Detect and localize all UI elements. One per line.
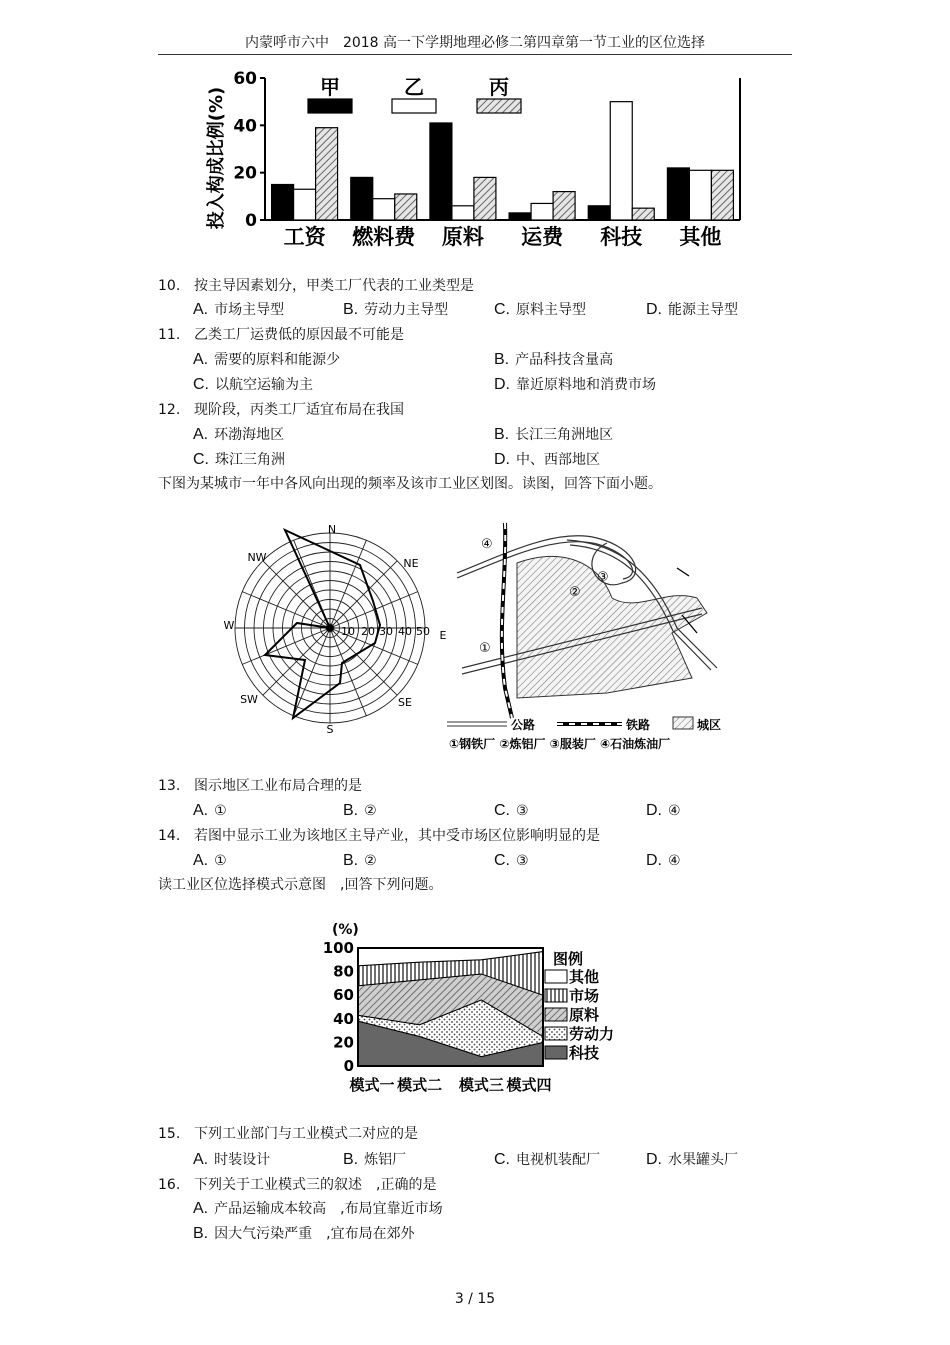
question-number: 10. xyxy=(158,278,181,294)
dir-s: S xyxy=(326,723,334,736)
bar-甲-科技 xyxy=(588,206,610,220)
marker-1: ① xyxy=(479,641,491,656)
legend-swatch-原料 xyxy=(545,1008,567,1021)
q15-option-c[interactable]: C. 电视机装配厂 xyxy=(494,1151,600,1168)
legend-swatch-市场 xyxy=(545,989,567,1002)
map-legend xyxy=(447,717,721,751)
bar-乙-原料 xyxy=(452,206,474,220)
q11-option-a[interactable]: A. 需要的原料和能源少 xyxy=(193,351,341,368)
scale-10: 10 xyxy=(341,625,355,638)
legend-label-科技: 科技 xyxy=(569,1044,600,1062)
q13-option-a[interactable]: A. ① xyxy=(193,802,227,819)
investment-bar-chart xyxy=(200,68,760,253)
bar-丙-运费 xyxy=(553,192,575,220)
q10-option-d[interactable]: D. 能源主导型 xyxy=(646,301,738,318)
q15-option-d[interactable]: D. 水果罐头厂 xyxy=(646,1151,738,1168)
legend-label-原料: 原料 xyxy=(569,1006,600,1024)
question-12: 12. 现阶段，丙类工厂适宜布局在我国 xyxy=(158,402,404,418)
industrial-mode-area-chart xyxy=(318,918,628,1098)
scale-30: 30 xyxy=(379,625,393,638)
legend-swatch-丙 xyxy=(477,99,521,113)
category-label: 模式三 xyxy=(458,1076,504,1094)
legend-label-其他: 其他 xyxy=(569,968,600,986)
legend-swatch-乙 xyxy=(392,99,436,113)
scale-50: 50 xyxy=(416,625,430,638)
q15-option-b[interactable]: B. 炼铝厂 xyxy=(343,1151,407,1168)
category-label: 燃料费 xyxy=(352,225,416,249)
dir-w: W xyxy=(223,619,235,632)
category-label: 原料 xyxy=(441,225,484,249)
bar-乙-燃料费 xyxy=(373,199,395,220)
scale-40: 40 xyxy=(398,625,412,638)
question-15: 15. 下列工业部门与工业模式二对应的是 xyxy=(158,1126,418,1142)
question-13: 13. 图示地区工业布局合理的是 xyxy=(158,778,362,794)
y-tick-label: 100 xyxy=(322,939,354,957)
legend-label-劳动力: 劳动力 xyxy=(569,1025,615,1043)
dir-ne: NE xyxy=(403,557,419,570)
q10-option-c[interactable]: C. 原料主导型 xyxy=(494,301,586,318)
q13-option-c[interactable]: C. ③ xyxy=(494,802,529,819)
bar-甲-工资 xyxy=(272,185,294,221)
question-10 xyxy=(158,276,474,296)
legend-label-乙: 乙 xyxy=(404,75,424,99)
y-tick-label: 60 xyxy=(333,986,354,1005)
page-number: 3 / 15 xyxy=(454,1291,496,1307)
intro-mode-chart: 读工业区位选择模式示意图 ,回答下列问题。 xyxy=(158,877,443,893)
legend-city: 城区 xyxy=(697,718,722,732)
intro-wind-map: 下图为某城市一年中各风向出现的频率及该市工业区划图。读图，回答下面小题。 xyxy=(158,476,662,492)
wind-rose-diagram xyxy=(215,515,455,750)
legend-swatch-其他 xyxy=(545,970,567,983)
bar-丙-工资 xyxy=(316,128,338,220)
legend-label-丙: 丙 xyxy=(489,75,509,99)
bar-甲-燃料费 xyxy=(351,177,373,220)
q10-option-b[interactable]: B. 劳动力主导型 xyxy=(343,301,449,318)
q14-option-d[interactable]: D. ④ xyxy=(646,852,681,869)
category-label: 运费 xyxy=(521,225,564,249)
category-label: 其他 xyxy=(679,225,722,249)
q12-option-c[interactable]: C. 珠江三角洲 xyxy=(193,451,285,468)
legend-swatch-劳动力 xyxy=(545,1027,567,1040)
legend-factories: ①钢铁厂 ②炼铝厂 ③服装厂 ④石油炼油厂 xyxy=(449,737,671,751)
q12-option-a[interactable]: A. 环渤海地区 xyxy=(193,426,285,443)
question-16: 16. 下列关于工业模式三的叙述 ,正确的是 xyxy=(158,1177,437,1193)
legend-swatch-科技 xyxy=(545,1046,567,1059)
bar-丙-科技 xyxy=(632,208,654,220)
q10-option-a[interactable]: A. 市场主导型 xyxy=(193,301,285,318)
q16-option-a[interactable]: A. 产品运输成本较高 ,布局宜靠近市场 xyxy=(193,1200,443,1217)
question-11: 11. 乙类工厂运费低的原因最不可能是 xyxy=(158,327,404,343)
question-14: 14. 若图中显示工业为该地区主导产业，其中受市场区位影响明显的是 xyxy=(158,828,600,844)
y-tick-label: 80 xyxy=(333,962,354,981)
question-text: 按主导因素划分，甲类工厂代表的工业类型是 xyxy=(194,278,474,294)
y-axis-label: 投入构成比例(%) xyxy=(206,86,227,230)
q15-option-a[interactable]: A. 时装设计 xyxy=(193,1151,271,1168)
legend-swatch-甲 xyxy=(308,99,352,113)
bar-乙-工资 xyxy=(294,189,316,220)
q12-option-d[interactable]: D. 中、西部地区 xyxy=(494,451,600,468)
bar-甲-其他 xyxy=(667,168,689,220)
y-tick-label: 0 xyxy=(343,1057,354,1075)
category-label: 工资 xyxy=(283,225,326,249)
legend-label-甲: 甲 xyxy=(320,75,340,99)
dir-sw: SW xyxy=(240,693,258,706)
bar-甲-运费 xyxy=(509,213,531,220)
railway xyxy=(502,523,512,718)
q12-option-b[interactable]: B. 长江三角洲地区 xyxy=(494,426,614,443)
y-tick-label: 60 xyxy=(233,69,257,89)
y-tick-label: 20 xyxy=(333,1033,354,1052)
category-label: 模式四 xyxy=(506,1076,552,1094)
y-unit-label: (%) xyxy=(332,922,359,938)
bar-甲-原料 xyxy=(430,123,452,220)
legend-rail: 铁路 xyxy=(626,718,651,732)
q11-option-d[interactable]: D. 靠近原料地和消费市场 xyxy=(494,376,656,393)
q14-option-c[interactable]: C. ③ xyxy=(494,852,529,869)
industrial-zone-map xyxy=(447,518,737,753)
marker-3: ③ xyxy=(597,570,609,585)
dir-n: N xyxy=(327,523,337,536)
q13-option-b[interactable]: B. ② xyxy=(343,802,377,819)
marker-4: ④ xyxy=(481,537,493,552)
bar-丙-燃料费 xyxy=(395,194,417,220)
category-label: 模式二 xyxy=(397,1076,443,1094)
city-area xyxy=(517,556,707,698)
scale-20: 20 xyxy=(361,625,375,638)
bar-丙-其他 xyxy=(711,170,733,220)
page-header: 内蒙呼市六中 2018 高一下学期地理必修二第四章第一节工业的区位选择 xyxy=(158,32,792,55)
y-tick-label: 20 xyxy=(233,163,257,184)
bar-乙-其他 xyxy=(689,170,711,220)
q13-option-d[interactable]: D. ④ xyxy=(646,802,681,819)
dir-e: E xyxy=(439,629,447,642)
category-label: 模式一 xyxy=(349,1076,395,1094)
legend-title: 图例 xyxy=(553,950,584,968)
y-tick-label: 40 xyxy=(333,1009,354,1028)
category-label: 科技 xyxy=(600,225,643,249)
q16-option-b[interactable]: B. 因大气污染严重 ,宜布局在郊外 xyxy=(193,1225,415,1242)
dir-nw: NW xyxy=(247,551,267,564)
bar-乙-运费 xyxy=(531,203,553,220)
y-tick-label: 40 xyxy=(233,116,257,137)
q14-option-a[interactable]: A. ① xyxy=(193,852,227,869)
q11-option-c[interactable]: C. 以航空运输为主 xyxy=(193,376,313,393)
q11-option-b[interactable]: B. 产品科技含量高 xyxy=(494,351,614,368)
dir-se: SE xyxy=(398,696,412,709)
bar-乙-科技 xyxy=(610,102,632,220)
legend-label-市场: 市场 xyxy=(569,987,600,1005)
y-tick-label: 0 xyxy=(245,211,257,231)
legend-road: 公路 xyxy=(511,718,536,732)
q14-option-b[interactable]: B. ② xyxy=(343,852,377,869)
bar-丙-原料 xyxy=(474,177,496,220)
marker-2: ② xyxy=(569,585,581,600)
